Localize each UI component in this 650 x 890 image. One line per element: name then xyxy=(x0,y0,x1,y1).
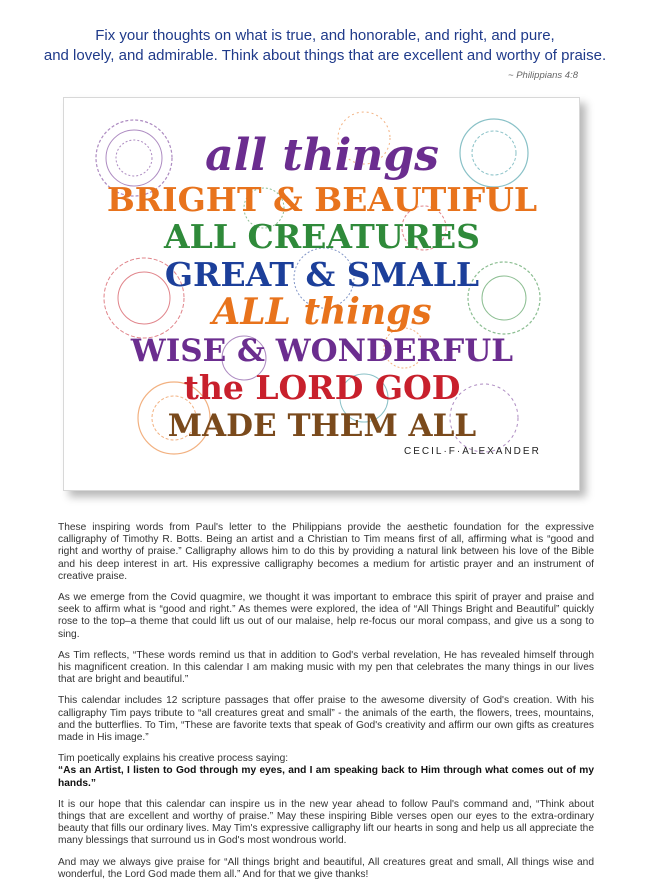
art-line-6: WISE & WONDERFUL xyxy=(130,333,514,369)
article-body xyxy=(58,522,594,890)
paragraph-7: And may we always give praise for “All things bright and beautiful, All creatures great and small, All things wise and wonderful, the Lord God made them all.” And for that we give thanks! xyxy=(58,856,594,880)
art-line-8: MADE THEM ALL xyxy=(167,408,477,444)
paragraph-5-intro: Tim poetically explains his creative process saying: xyxy=(58,753,289,765)
art-line-1: all things xyxy=(205,130,439,181)
art-line-2: BRIGHT & BEAUTIFUL xyxy=(106,180,538,219)
quote-line-1: Fix your thoughts on what is true, and honorable, and right, and pure, xyxy=(95,27,555,44)
artwork-canvas xyxy=(64,98,579,490)
art-attribution: CECIL·F·ALEXANDER xyxy=(404,446,541,457)
scripture-quote xyxy=(20,26,630,66)
paragraph-3: As Tim reflects, “These words remind us that in addition to God's verbal revelation, He has revealed himself through his magnificent creation. In this calendar I am making music with my pen that celebrates the many things in our lives that are bright and beautiful.” xyxy=(58,649,594,686)
paragraph-4: This calendar includes 12 scripture passages that offer praise to the awesome diversity of God's creation. With his calligraphy Tim pays tribute to “all creatures great and small” - the animals of the earth, the flowers, trees, mountains, and the butterflies. To Tim, “These are favorite texts that speak of God's creativity and affirm our own gifts as creatures made in His image.” xyxy=(58,695,594,744)
art-line-7: the LORD GOD xyxy=(183,368,461,407)
paragraph-1: These inspiring words from Paul's letter to the Philippians provide the aesthetic foundation for the expressive calligraphy of Timothy R. Botts. Being an artist and a Christian to Tim means first of all, affirming what is “good and right and worthy of praise.” Calligraphy allows him to do this by providing a natural link between his love of the Bible and his deep interest in art. His expressive calligraphy becomes a medium for artistic prayer and an instrument of creative praise. xyxy=(58,522,594,582)
paragraph-2: As we emerge from the Covid quagmire, we thought it was important to embrace this spirit of prayer and praise and seek to affirm what is “good and right.” As themes were explored, the idea of “All Things Bright and Beautiful” quickly rose to the top–a theme that could lift us out of our malaise, help re-focus our moral compass, and give us a song to sing. xyxy=(58,592,594,640)
art-line-4: GREAT & SMALL xyxy=(164,255,480,294)
calligraphy-artwork xyxy=(63,97,580,491)
artist-quote: “As an Artist, I listen to God through my eyes, and I am speaking back to Him through what comes out of my hands.” xyxy=(58,765,594,789)
art-line-3: ALL CREATURES xyxy=(164,217,480,256)
art-line-5: ALL things xyxy=(212,291,432,333)
paragraph-5 xyxy=(58,753,594,790)
paragraph-6: It is our hope that this calendar can inspire us in the new year ahead to follow Paul's command and, “Think about things that are excellent and worthy of praise.” May these inspiring Bible verses open our eyes to the extra-ordinary beauty that fills our ordinary lives. May Tim's expressive calligraphy lift our hearts in song and help us all appreciate the many blessings that surround us in God's most wondrous world. xyxy=(58,798,594,847)
quote-line-2: and lovely, and admirable. Think about things that are excellent and worthy of praise. xyxy=(43,47,607,64)
quote-reference: ~ Philippians 4:8 xyxy=(508,70,578,81)
